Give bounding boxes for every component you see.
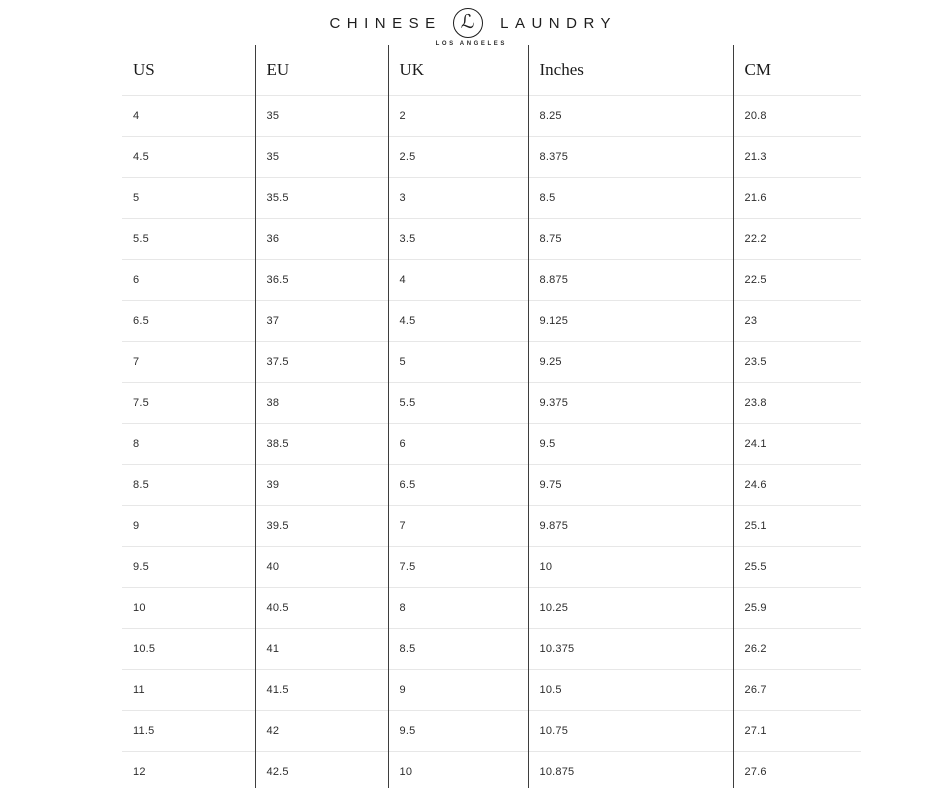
table-row [122, 219, 861, 260]
size-cell-eu: 35.5 [255, 178, 388, 219]
size-cell-cm: 27.1 [733, 711, 861, 752]
size-cell-eu: 36.5 [255, 260, 388, 301]
size-cell-uk: 3 [388, 178, 528, 219]
size-cell-inches: 9.5 [528, 424, 733, 465]
size-cell-us: 4 [122, 96, 255, 137]
size-cell-inches: 8.75 [528, 219, 733, 260]
size-cell-cm: 27.6 [733, 752, 861, 788]
size-cell-uk: 4 [388, 260, 528, 301]
size-cell-uk: 2.5 [388, 137, 528, 178]
size-cell-inches: 10 [528, 547, 733, 588]
table-row [122, 301, 861, 342]
size-cell-eu: 35 [255, 96, 388, 137]
table-row [122, 711, 861, 752]
size-cell-us: 5 [122, 178, 255, 219]
size-cell-uk: 4.5 [388, 301, 528, 342]
table-row [122, 424, 861, 465]
size-cell-uk: 10 [388, 752, 528, 788]
table-row [122, 588, 861, 629]
size-cell-us: 10 [122, 588, 255, 629]
size-cell-inches: 9.125 [528, 301, 733, 342]
size-cell-inches: 8.875 [528, 260, 733, 301]
size-cell-eu: 42 [255, 711, 388, 752]
size-table-body [122, 96, 861, 788]
size-cell-us: 8.5 [122, 465, 255, 506]
size-cell-cm: 25.5 [733, 547, 861, 588]
size-cell-cm: 24.6 [733, 465, 861, 506]
table-row [122, 506, 861, 547]
header-row [122, 45, 861, 96]
size-cell-uk: 5.5 [388, 383, 528, 424]
size-cell-cm: 23 [733, 301, 861, 342]
size-cell-eu: 40.5 [255, 588, 388, 629]
size-cell-uk: 6 [388, 424, 528, 465]
size-cell-uk: 7 [388, 506, 528, 547]
size-cell-inches: 10.75 [528, 711, 733, 752]
size-cell-eu: 37.5 [255, 342, 388, 383]
column-header-inches: Inches [528, 45, 733, 96]
size-cell-eu: 39.5 [255, 506, 388, 547]
size-cell-us: 10.5 [122, 629, 255, 670]
table-row [122, 670, 861, 711]
size-chart-table [122, 45, 861, 788]
column-header-cm: CM [733, 45, 861, 96]
brand-logo [0, 8, 940, 47]
size-cell-inches: 9.75 [528, 465, 733, 506]
size-cell-cm: 22.2 [733, 219, 861, 260]
size-cell-us: 12 [122, 752, 255, 788]
column-header-uk: UK [388, 45, 528, 96]
table-row [122, 342, 861, 383]
brand-tagline: LOS ANGELES [435, 41, 507, 47]
size-cell-eu: 41 [255, 629, 388, 670]
table-row [122, 465, 861, 506]
size-cell-uk: 5 [388, 342, 528, 383]
size-cell-cm: 21.3 [733, 137, 861, 178]
size-cell-us: 8 [122, 424, 255, 465]
size-cell-us: 7 [122, 342, 255, 383]
table-row [122, 629, 861, 670]
size-cell-cm: 22.5 [733, 260, 861, 301]
size-cell-inches: 9.25 [528, 342, 733, 383]
size-cell-uk: 6.5 [388, 465, 528, 506]
brand-name-right: LAUNDRY [500, 14, 618, 32]
size-cell-us: 5.5 [122, 219, 255, 260]
column-header-us: US [133, 60, 155, 79]
size-cell-cm: 26.7 [733, 670, 861, 711]
size-cell-eu: 41.5 [255, 670, 388, 711]
size-cell-inches: 8.5 [528, 178, 733, 219]
size-cell-us: 6.5 [122, 301, 255, 342]
size-cell-eu: 42.5 [255, 752, 388, 788]
size-cell-us: 4.5 [122, 137, 255, 178]
size-cell-us: 11.5 [122, 711, 255, 752]
size-cell-eu: 37 [255, 301, 388, 342]
size-cell-eu: 38 [255, 383, 388, 424]
size-cell-cm: 25.9 [733, 588, 861, 629]
size-cell-cm: 26.2 [733, 629, 861, 670]
table-row [122, 96, 861, 137]
size-cell-cm: 21.6 [733, 178, 861, 219]
script-l-icon: ℒ [460, 10, 475, 33]
size-cell-cm: 23.8 [733, 383, 861, 424]
size-cell-uk: 2 [388, 96, 528, 137]
size-cell-us: 9.5 [122, 547, 255, 588]
size-cell-inches: 10.25 [528, 588, 733, 629]
column-header-eu: EU [255, 45, 388, 96]
size-cell-us: 11 [122, 670, 255, 711]
size-cell-inches: 10.875 [528, 752, 733, 788]
size-cell-inches: 10.5 [528, 670, 733, 711]
size-cell-uk: 9 [388, 670, 528, 711]
size-cell-uk: 8 [388, 588, 528, 629]
table-row [122, 383, 861, 424]
size-cell-eu: 39 [255, 465, 388, 506]
size-cell-eu: 35 [255, 137, 388, 178]
size-cell-cm: 20.8 [733, 96, 861, 137]
size-cell-inches: 8.375 [528, 137, 733, 178]
table-row [122, 260, 861, 301]
size-cell-eu: 36 [255, 219, 388, 260]
size-cell-cm: 23.5 [733, 342, 861, 383]
size-cell-cm: 24.1 [733, 424, 861, 465]
monogram-circle-icon [453, 8, 483, 38]
size-cell-inches: 9.875 [528, 506, 733, 547]
size-cell-inches: 9.375 [528, 383, 733, 424]
table-row [122, 547, 861, 588]
brand-name-left: CHINESE [329, 14, 442, 32]
size-cell-us: 6 [122, 260, 255, 301]
size-cell-us: 7.5 [122, 383, 255, 424]
size-cell-eu: 38.5 [255, 424, 388, 465]
size-cell-eu: 40 [255, 547, 388, 588]
brand-logo-row [323, 8, 617, 38]
table-row [122, 752, 861, 788]
size-cell-cm: 25.1 [733, 506, 861, 547]
size-cell-uk: 3.5 [388, 219, 528, 260]
size-cell-inches: 10.375 [528, 629, 733, 670]
size-cell-us: 9 [122, 506, 255, 547]
size-cell-uk: 7.5 [388, 547, 528, 588]
table-row [122, 178, 861, 219]
size-cell-uk: 9.5 [388, 711, 528, 752]
table-row [122, 137, 861, 178]
size-cell-inches: 8.25 [528, 96, 733, 137]
size-cell-uk: 8.5 [388, 629, 528, 670]
